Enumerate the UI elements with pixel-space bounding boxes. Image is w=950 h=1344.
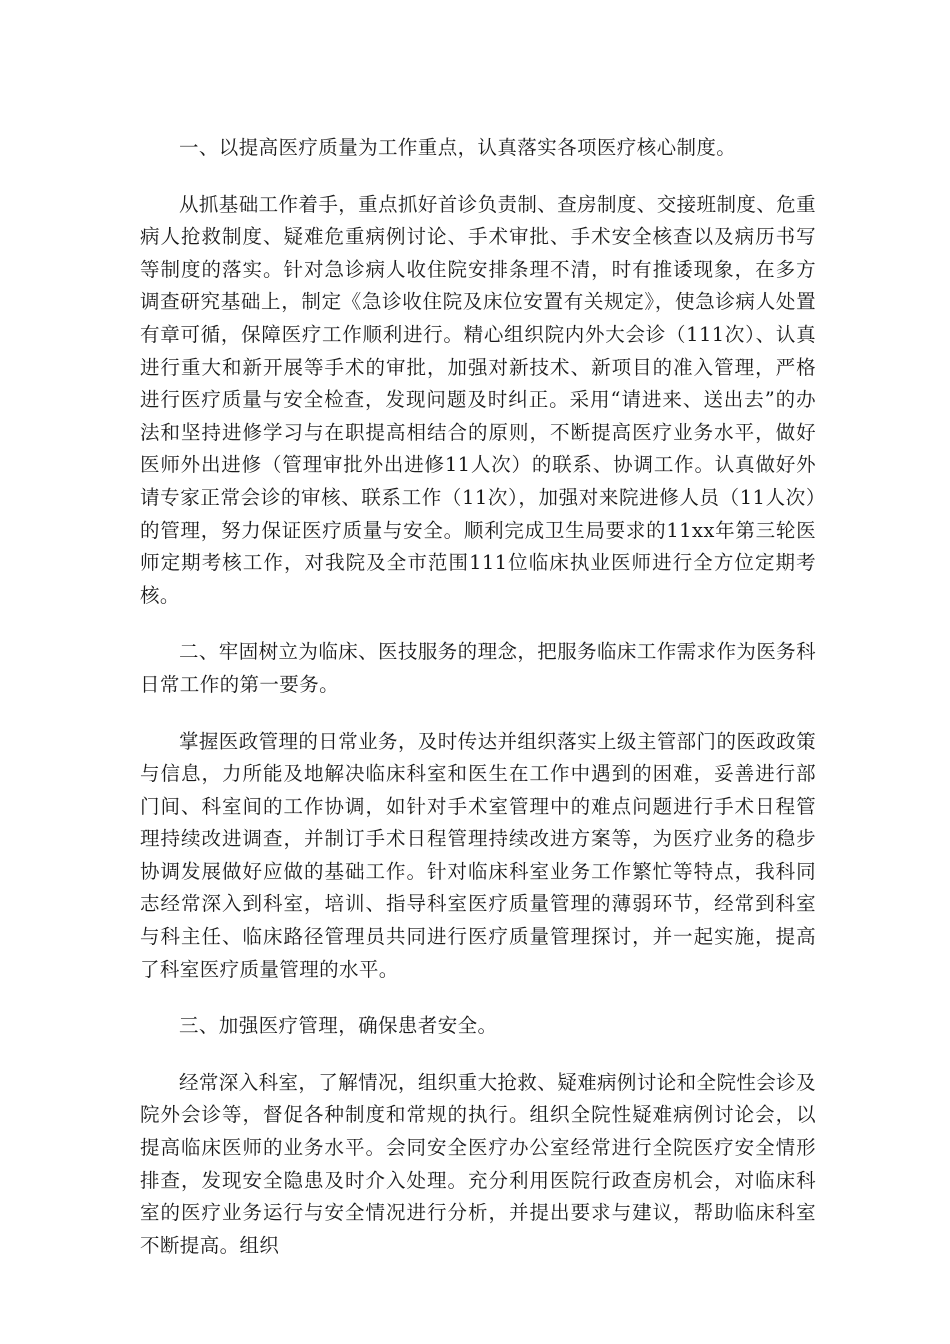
document-body [140, 132, 816, 1286]
section-3-heading: 三、加强医疗管理，确保患者安全。 [179, 1014, 498, 1038]
section-1-paragraph: 从抓基础工作着手，重点抓好首诊负责制、查房制度、交接班制度、危重病人抢救制度、疑难危重病例讨论、手术审批、手术安全核查以及病历书写等制度的落实。针对急诊病人收住院安排条理不清，时有推诿现象，在多方调查研究基础上，制定《急诊收住院及床位安置有关规定》，使急诊病人处置有章可循，保障医疗工作顺利进行。精心组织院内外大会诊（111次）、认真进行重大和新开展等手术的审批，加强对新技术、新项目的准入管理，严格进行医疗质量与安全检查，发现问题及时纠正。采用“请进来、送出去”的办法和坚持进修学习与在职提高相结合的原则，不断提高医疗业务水平，做好医师外出进修（管理审批外出进修11人次）的联系、协调工作。认真做好外请专家正常会诊的审核、联系工作（11次），加强对来院进修人员（11人次）的管理，努力保证医疗质量与安全。顺利完成卫生局要求的11xx年第三轮医师定期考核工作，对我院及全市范围111位临床执业医师进行全方位定期考核。 [140, 192, 816, 607]
section-1-heading: 一、以提高医疗质量为工作重点，认真落实各项医疗核心制度。 [179, 136, 737, 159]
section-2-heading: 二、牢固树立为临床、医技服务的理念，把服务临床工作需求作为医务科日常工作的第一要务。 [140, 640, 816, 696]
section-3-paragraph: 经常深入科室，了解情况，组织重大抢救、疑难病例讨论和全院性会诊及院外会诊等，督促各种制度和常规的执行。组织全院性疑难病例讨论会，以提高临床医师的业务水平。会同安全医疗办公室经常进行全院医疗安全情形排查，发现安全隐患及时介入处理。充分利用医院行政查房机会，对临床科室的医疗业务运行与安全情况进行分析，并提出要求与建议，帮助临床科室不断提高。组织 [140, 1070, 816, 1257]
section-2-paragraph: 掌握医政管理的日常业务，及时传达并组织落实上级主管部门的医政政策与信息，力所能及地解决临床科室和医生在工作中遇到的困难，妥善进行部门间、科室间的工作协调，如针对手术室管理中的难点问题进行手术日程管理持续改进调查，并制订手术日程管理持续改进方案等，为医疗业务的稳步协调发展做好应做的基础工作。针对临床科室业务工作繁忙等特点，我科同志经常深入到科室，培训、指导科室医疗质量管理的薄弱环节，经常到科室与科主任、临床路径管理员共同进行医疗质量管理探讨，并一起实施，提高了科室医疗质量管理的水平。 [140, 729, 816, 981]
